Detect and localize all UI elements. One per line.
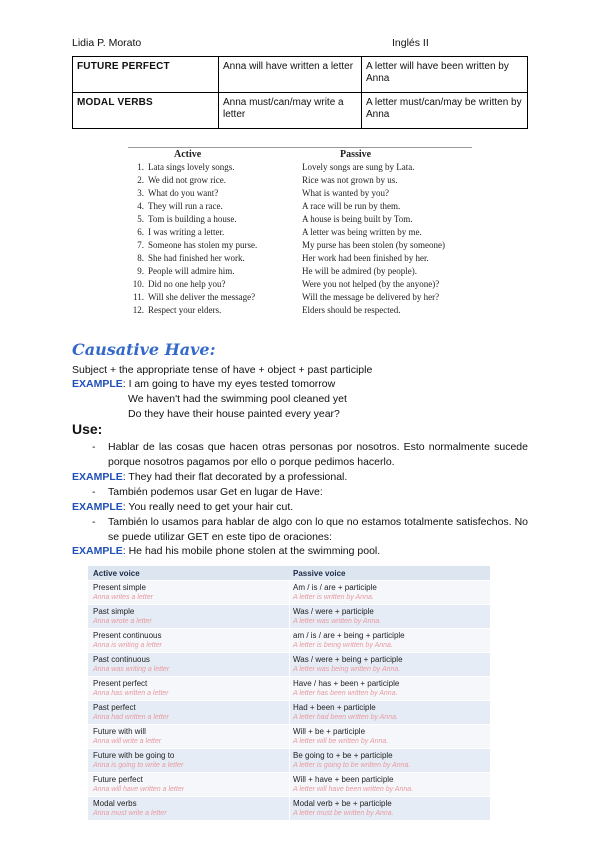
- voice-table-row: [88, 701, 490, 724]
- passive-example: A letter has been written by Anna.: [293, 690, 398, 697]
- passive-sentence: Her work had been finished by her.: [302, 253, 429, 263]
- example-line: [72, 378, 335, 390]
- table-cell-active: Anna must/can/may write a letter: [219, 93, 362, 129]
- active-sentence: Did no one help you?: [148, 279, 226, 289]
- example-pair-row: [128, 175, 472, 187]
- active-cell: [93, 775, 283, 795]
- passive-formula: Was / were + participle: [293, 607, 374, 616]
- passive-example: A letter is written by Anna.: [293, 594, 374, 601]
- active-heading: Active: [174, 149, 202, 160]
- passive-sentence: Lovely songs are sung by Lata.: [302, 162, 415, 172]
- example-pair-row: [128, 266, 472, 278]
- tense-name: Present perfect: [93, 679, 148, 688]
- example-text: Do they have their house painted every year?: [128, 408, 340, 420]
- active-cell: [93, 631, 283, 651]
- column-divider: [289, 773, 290, 796]
- bullet: -: [92, 486, 96, 498]
- example-pair-row: [128, 201, 472, 213]
- passive-sentence: Will the message be delivered by her?: [302, 292, 440, 302]
- column-divider: [289, 797, 290, 820]
- column-divider: [289, 701, 290, 724]
- example-text: : He had his mobile phone stolen at the swimming pool.: [122, 545, 381, 557]
- row-number: 11.: [133, 292, 144, 302]
- passive-example: A letter will be written by Anna.: [293, 738, 389, 745]
- table-cell-label: MODAL VERBS: [73, 93, 219, 129]
- column-divider: [289, 725, 290, 748]
- active-cell: [93, 583, 283, 603]
- table-cell-passive: A letter must/can/may be written by Anna: [362, 93, 528, 129]
- passive-cell: [293, 775, 488, 795]
- passive-sentence: Were you not helped (by the anyone)?: [302, 279, 440, 289]
- active-cell: [93, 703, 283, 723]
- row-number: 10.: [132, 279, 144, 289]
- row-number: 1.: [137, 162, 144, 172]
- row-number: 5.: [137, 214, 144, 224]
- causative-title: Causative Have:: [72, 340, 216, 359]
- voice-table-row: [88, 653, 490, 676]
- passive-cell: [293, 751, 488, 771]
- column-divider: [289, 749, 290, 772]
- table-row: [73, 93, 528, 129]
- passive-sentence: A house is being built by Tom.: [302, 214, 413, 224]
- active-cell: [93, 607, 283, 627]
- example-pair-row: [128, 162, 472, 174]
- passive-formula: Was / were + being + participle: [293, 655, 403, 664]
- active-example: Anna is going to write a letter: [93, 762, 184, 769]
- divider: [128, 147, 472, 148]
- voice-table-row: [88, 605, 490, 628]
- passive-cell: [293, 679, 488, 699]
- passive-sentence: He will be admired (by people).: [302, 266, 417, 276]
- tense-name: Past simple: [93, 607, 135, 616]
- voice-table-row: [88, 773, 490, 796]
- passive-sentence: What is wanted by you?: [302, 188, 389, 198]
- passive-cell: [293, 655, 488, 675]
- header-passive: Passive voice: [293, 569, 346, 578]
- passive-sentence: Elders should be respected.: [302, 305, 401, 315]
- passive-heading: Passive: [340, 149, 372, 160]
- active-passive-examples: [128, 147, 472, 323]
- column-divider: [289, 629, 290, 652]
- voice-table-row: [88, 725, 490, 748]
- passive-example: A letter is being written by Anna.: [293, 642, 393, 649]
- row-number: 2.: [137, 175, 144, 185]
- passive-formula: Am / is / are + participle: [293, 583, 377, 592]
- active-sentence: Someone has stolen my purse.: [148, 240, 258, 250]
- column-divider: [289, 653, 290, 676]
- tense-name: Present simple: [93, 583, 146, 592]
- use-item-text: También lo usamos para hablar de algo con lo que no estamos totalmente satisfechos. No se puede utilizar GET en este tipo de oraciones:: [108, 516, 528, 543]
- passive-sentence: Rice was not grown by us.: [302, 175, 398, 185]
- active-cell: [93, 727, 283, 747]
- voice-table-row: [88, 749, 490, 772]
- passive-cell: [293, 631, 488, 651]
- use-heading: Use:: [72, 421, 103, 437]
- tense-name: Modal verbs: [93, 799, 137, 808]
- example-line: [72, 545, 380, 557]
- column-divider: [289, 677, 290, 700]
- row-number: 4.: [137, 201, 144, 211]
- voice-table-row: [88, 581, 490, 604]
- active-example: Anna wrote a letter: [93, 618, 152, 625]
- active-example: Anna is writing a letter: [93, 642, 162, 649]
- tense-name: Future with will: [93, 727, 146, 736]
- active-cell: [93, 799, 283, 819]
- passive-cell: [293, 607, 488, 627]
- table-cell-label: FUTURE PERFECT: [73, 57, 219, 93]
- use-item-text: También podemos usar Get en lugar de Have:: [108, 486, 323, 498]
- passive-sentence: A race will be run by them.: [302, 201, 401, 211]
- table-row: [73, 57, 528, 93]
- bullet: -: [92, 441, 96, 453]
- passive-cell: [293, 727, 488, 747]
- active-sentence: Respect your elders.: [148, 305, 222, 315]
- active-cell: [93, 751, 283, 771]
- passive-formula: Had + been + participle: [293, 703, 376, 712]
- tense-name: Past perfect: [93, 703, 136, 712]
- table-cell-active: Anna will have written a letter: [219, 57, 362, 93]
- example-pair-row: [128, 240, 472, 252]
- voice-table-row: [88, 797, 490, 820]
- example-pair-row: [128, 188, 472, 200]
- voice-table-header: [88, 566, 490, 580]
- example-text: : I am going to have my eyes tested tomorrow: [122, 378, 336, 390]
- passive-sentence: A letter was being written by me.: [302, 227, 422, 237]
- voice-table: [88, 566, 490, 822]
- active-sentence: People will admire him.: [148, 266, 235, 276]
- example-label: EXAMPLE: [72, 378, 123, 390]
- table-cell-passive: A letter will have been written by Anna: [362, 57, 528, 93]
- active-example: Anna will write a letter: [93, 738, 162, 745]
- example-pair-row: [128, 227, 472, 239]
- active-cell: [93, 679, 283, 699]
- passive-formula: Be going to + be + participle: [293, 751, 393, 760]
- passive-example: A letter had been written by Anna.: [293, 714, 398, 721]
- passive-example: A letter was being written by Anna.: [293, 666, 401, 673]
- active-example: Anna writes a letter: [93, 594, 153, 601]
- passive-example: A letter must be written by Anna.: [293, 810, 394, 817]
- tense-name: Future perfect: [93, 775, 143, 784]
- active-example: Anna will have written a letter: [93, 786, 185, 793]
- row-number: 9.: [137, 266, 144, 276]
- example-text: : They had their flat decorated by a professional.: [122, 471, 348, 483]
- active-sentence: They will run a race.: [148, 201, 223, 211]
- passive-formula: Will + have + been participle: [293, 775, 394, 784]
- active-example: Anna was writing a letter: [93, 666, 170, 673]
- author-name: Lidia P. Morato: [72, 37, 142, 49]
- column-divider: [289, 605, 290, 628]
- active-sentence: Will she deliver the message?: [148, 292, 256, 302]
- voice-table-row: [88, 677, 490, 700]
- tense-name: Past continuous: [93, 655, 150, 664]
- active-sentence: Lata sings lovely songs.: [148, 162, 235, 172]
- passive-example: A letter is going to be written by Anna.: [293, 762, 411, 769]
- example-text: : You really need to get your hair cut.: [122, 501, 294, 513]
- causative-formula: Subject + the appropriate tense of have + object + past participle: [72, 364, 373, 376]
- passive-sentence: My purse has been stolen (by someone): [302, 240, 445, 250]
- active-sentence: I was writing a letter.: [148, 227, 225, 237]
- passive-cell: [293, 583, 488, 603]
- active-sentence: We did not grow rice.: [148, 175, 227, 185]
- voice-table-row: [88, 629, 490, 652]
- passive-cell: [293, 799, 488, 819]
- passive-formula: Have / has + been + participle: [293, 679, 400, 688]
- example-pair-row: [128, 279, 472, 291]
- example-label: EXAMPLE: [72, 501, 123, 513]
- passive-example: A letter will have been written by Anna.: [293, 786, 414, 793]
- tense-name: Future with be going to: [93, 751, 175, 760]
- active-sentence: What do you want?: [148, 188, 219, 198]
- row-number: 6.: [137, 227, 144, 237]
- row-number: 7.: [137, 240, 144, 250]
- bullet: -: [92, 516, 96, 528]
- example-label: EXAMPLE: [72, 471, 123, 483]
- active-example: Anna has written a letter: [93, 690, 169, 697]
- active-example: Anna must write a letter: [93, 810, 167, 817]
- header-active: Active voice: [93, 569, 140, 578]
- summary-table: [72, 56, 528, 129]
- passive-cell: [293, 703, 488, 723]
- example-line: [72, 471, 347, 483]
- example-pair-row: [128, 253, 472, 265]
- use-item-text: Hablar de las cosas que hacen otras personas por nosotros. Esto normalmente sucede porque nosotros pagamos por ello o porque pedimos hacerlo.: [108, 441, 528, 468]
- passive-formula: am / is / are + being + participle: [293, 631, 405, 640]
- active-cell: [93, 655, 283, 675]
- example-pair-row: [128, 305, 472, 317]
- row-number: 12.: [132, 305, 144, 315]
- tense-name: Present continuous: [93, 631, 162, 640]
- example-label: EXAMPLE: [72, 545, 123, 557]
- example-pair-row: [128, 292, 472, 304]
- passive-formula: Will + be + participle: [293, 727, 366, 736]
- passive-example: A letter was written by Anna.: [293, 618, 382, 625]
- active-sentence: Tom is building a house.: [148, 214, 237, 224]
- example-pair-row: [128, 214, 472, 226]
- row-number: 8.: [137, 253, 144, 263]
- row-number: 3.: [137, 188, 144, 198]
- column-divider: [289, 581, 290, 604]
- example-line: [72, 501, 293, 513]
- course-name: Inglés II: [392, 37, 429, 49]
- example-text: We haven't had the swimming pool cleaned yet: [128, 393, 347, 405]
- active-example: Anna had written a letter: [93, 714, 169, 721]
- active-sentence: She had finished her work.: [148, 253, 245, 263]
- passive-formula: Modal verb + be + participle: [293, 799, 392, 808]
